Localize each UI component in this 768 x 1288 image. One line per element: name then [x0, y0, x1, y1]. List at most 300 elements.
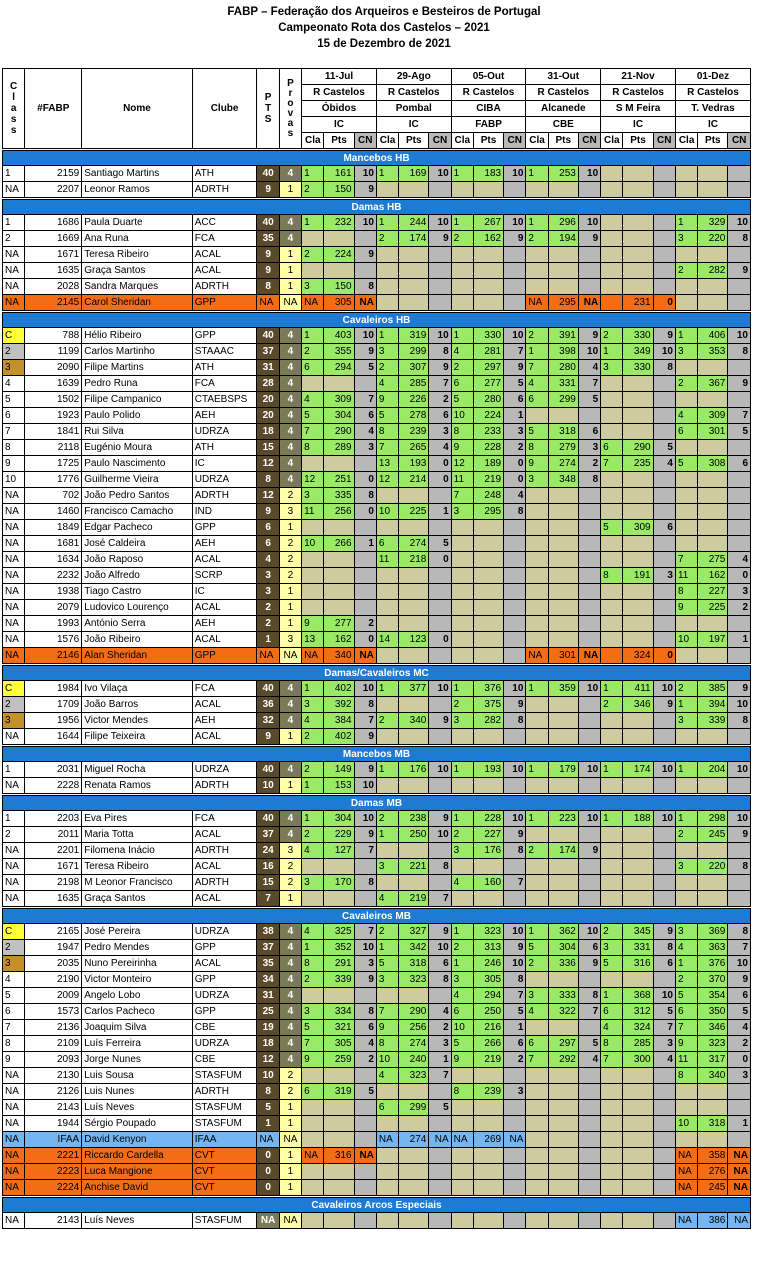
event-cn: 0	[429, 456, 451, 472]
event-cn: 7	[429, 376, 451, 392]
provas-cell: 1	[279, 247, 301, 263]
event-rank-empty	[526, 182, 548, 198]
rank-cell: 1	[3, 215, 25, 231]
event-cn: 10	[728, 811, 751, 827]
table-row	[3, 1084, 751, 1100]
provas-cell: 1	[279, 279, 301, 295]
club-cell: UDRZA	[192, 924, 257, 940]
event-score: 305	[324, 295, 354, 311]
name-cell: Luis Sousa	[82, 1068, 193, 1084]
event-rank: 2	[376, 924, 398, 940]
event-rank: 1	[451, 328, 473, 344]
event-score: 299	[548, 392, 578, 408]
rank-cell: NA	[3, 1084, 25, 1100]
event-rank-empty	[526, 1213, 548, 1229]
event-cn-empty	[354, 552, 376, 568]
event-cn-empty	[728, 392, 751, 408]
event-score: 354	[698, 988, 728, 1004]
table-row	[3, 295, 751, 311]
event-cn-empty	[578, 729, 600, 745]
event-cn: 1	[429, 1052, 451, 1068]
event-cn: 0	[354, 632, 376, 648]
event-score: 368	[623, 988, 653, 1004]
event-date: 05-Out	[451, 69, 526, 85]
points-cell: 36	[257, 697, 279, 713]
event-score: 277	[473, 376, 503, 392]
event-club: IC	[376, 117, 451, 133]
event-score: 377	[399, 681, 429, 697]
event-score: 334	[324, 1004, 354, 1020]
event-score-empty	[324, 1180, 354, 1196]
event-cn-empty	[578, 1132, 600, 1148]
club-cell: UDRZA	[192, 424, 257, 440]
club-cell: ACAL	[192, 600, 257, 616]
points-cell: 2	[257, 600, 279, 616]
table-row	[3, 1116, 751, 1132]
points-cell: 32	[257, 713, 279, 729]
pts-header: P T S	[257, 69, 279, 149]
event-rank: 2	[675, 972, 697, 988]
event-score-empty	[548, 488, 578, 504]
event-rank: 8	[601, 568, 623, 584]
event-rank: 5	[302, 408, 324, 424]
event-score: 312	[623, 1004, 653, 1020]
points-cell: 9	[257, 247, 279, 263]
event-cn: 9	[728, 972, 751, 988]
event-score: 227	[473, 827, 503, 843]
event-cn: 3	[504, 1084, 526, 1100]
event-score-empty	[473, 1116, 503, 1132]
event-score: 174	[623, 762, 653, 778]
event-score: 216	[473, 1020, 503, 1036]
event-rank: 2	[451, 697, 473, 713]
event-place: CIBA	[451, 101, 526, 117]
event-rank-empty	[451, 247, 473, 263]
event-rank-empty	[601, 729, 623, 745]
rank-cell: NA	[3, 182, 25, 198]
event-score-empty	[399, 247, 429, 263]
event-cn: 0	[504, 472, 526, 488]
event-rank: 1	[376, 328, 398, 344]
event-score-empty	[548, 1132, 578, 1148]
event-rank: 1	[451, 924, 473, 940]
event-score-empty	[324, 456, 354, 472]
event-rank: 7	[376, 1004, 398, 1020]
event-score: 352	[324, 940, 354, 956]
fabp-cell: 1671	[25, 859, 82, 875]
event-cn-empty	[354, 1213, 376, 1229]
name-cell: José Caldeira	[82, 536, 193, 552]
fabp-cell: 2130	[25, 1068, 82, 1084]
event-score-empty	[324, 231, 354, 247]
event-rank: 6	[526, 392, 548, 408]
event-score: 304	[548, 940, 578, 956]
event-rank: 1	[601, 988, 623, 1004]
event-rank: 2	[675, 376, 697, 392]
event-cn: 10	[429, 762, 451, 778]
points-cell: 25	[257, 1004, 279, 1020]
event-score: 375	[473, 697, 503, 713]
event-rank: 1	[601, 762, 623, 778]
event-score-empty	[623, 408, 653, 424]
event-score: 296	[548, 215, 578, 231]
event-score-empty	[473, 891, 503, 907]
table-row	[3, 762, 751, 778]
event-rank: 1	[675, 956, 697, 972]
event-score: 323	[399, 972, 429, 988]
event-rank-empty	[526, 536, 548, 552]
event-cn: 0	[504, 456, 526, 472]
event-cn-empty	[504, 552, 526, 568]
points-cell: NA	[257, 1213, 279, 1229]
event-rank: NA	[675, 1180, 697, 1196]
event-rank-empty	[302, 891, 324, 907]
event-cn: 6	[728, 456, 751, 472]
event-score-empty	[399, 182, 429, 198]
event-cn: 6	[578, 940, 600, 956]
event-cn: 5	[728, 424, 751, 440]
fabp-cell: 2159	[25, 166, 82, 182]
event-score-empty	[623, 1164, 653, 1180]
event-cn-empty	[653, 972, 675, 988]
rank-cell: 10	[3, 472, 25, 488]
event-rank-empty	[302, 568, 324, 584]
event-cn: 10	[504, 215, 526, 231]
provas-cell: 2	[279, 859, 301, 875]
rank-cell: 2	[3, 231, 25, 247]
provas-cell: 1	[279, 1164, 301, 1180]
event-cn: 7	[504, 988, 526, 1004]
event-score-empty	[548, 263, 578, 279]
club-cell: IFAA	[192, 1132, 257, 1148]
event-score: 349	[623, 344, 653, 360]
event-rank: 5	[675, 988, 697, 1004]
event-rank-empty	[302, 456, 324, 472]
event-rank: 1	[376, 762, 398, 778]
pts-subheader: Pts	[548, 133, 578, 149]
event-score-empty	[399, 1180, 429, 1196]
event-score-empty	[698, 1100, 728, 1116]
fabp-cell: 2165	[25, 924, 82, 940]
event-rank: 3	[302, 875, 324, 891]
event-cn: 10	[354, 681, 376, 697]
event-rank: 7	[675, 552, 697, 568]
event-score-empty	[324, 1213, 354, 1229]
event-cn-empty	[728, 488, 751, 504]
event-score: 221	[399, 859, 429, 875]
event-rank: 4	[675, 408, 697, 424]
event-score: 292	[548, 1052, 578, 1068]
event-cn-empty	[429, 1213, 451, 1229]
event-rank: NA	[675, 1164, 697, 1180]
event-cn: 10	[429, 827, 451, 843]
provas-cell: 4	[279, 440, 301, 456]
event-rank: 5	[376, 408, 398, 424]
event-score-empty	[399, 1116, 429, 1132]
name-cell: Miguel Rocha	[82, 762, 193, 778]
event-score: 309	[623, 520, 653, 536]
provas-cell: 1	[279, 1100, 301, 1116]
event-score-empty	[698, 1084, 728, 1100]
event-rank: 9	[451, 440, 473, 456]
event-rank-empty	[601, 713, 623, 729]
event-rank-empty	[376, 843, 398, 859]
club-cell: STASFUM	[192, 1213, 257, 1229]
event-cn-empty	[578, 859, 600, 875]
event-score-empty	[399, 295, 429, 311]
event-rank: 8	[376, 424, 398, 440]
event-cn: 5	[429, 1100, 451, 1116]
event-rank-empty	[526, 778, 548, 794]
event-score-empty	[399, 1084, 429, 1100]
table-row	[3, 279, 751, 295]
rank-cell: NA	[3, 1100, 25, 1116]
event-score: 197	[698, 632, 728, 648]
rank-cell: 7	[3, 1020, 25, 1036]
event-cn-empty	[653, 488, 675, 504]
event-rank-empty	[526, 1100, 548, 1116]
event-score: 276	[698, 1164, 728, 1180]
points-cell: 8	[257, 1084, 279, 1100]
event-cn: 9	[653, 328, 675, 344]
title-line-3: 15 de Dezembro de 2021	[317, 38, 451, 50]
event-score-empty	[623, 536, 653, 552]
event-score: 266	[324, 536, 354, 552]
event-rank: 6	[675, 1004, 697, 1020]
name-cell: Hélio Ribeiro	[82, 328, 193, 344]
event-rank: 1	[526, 344, 548, 360]
club-cell: SCRP	[192, 568, 257, 584]
event-score: 265	[399, 440, 429, 456]
event-cn: 0	[354, 472, 376, 488]
event-score: 123	[399, 632, 429, 648]
fabp-cell: IFAA	[25, 1132, 82, 1148]
event-cn-empty	[653, 1180, 675, 1196]
rank-cell: NA	[3, 504, 25, 520]
fabp-cell: 2221	[25, 1148, 82, 1164]
event-cn-empty	[578, 504, 600, 520]
table-row	[3, 392, 751, 408]
event-score-empty	[473, 616, 503, 632]
event-rank-empty	[376, 697, 398, 713]
event-score-empty	[548, 713, 578, 729]
event-rank-empty	[601, 1213, 623, 1229]
event-score: 321	[324, 1020, 354, 1036]
event-rank: NA	[376, 1132, 398, 1148]
fabp-cell: 1634	[25, 552, 82, 568]
event-rank: 9	[302, 616, 324, 632]
fabp-cell: 2190	[25, 972, 82, 988]
event-cn: 8	[504, 504, 526, 520]
event-rank-empty	[601, 552, 623, 568]
event-cn-empty	[429, 988, 451, 1004]
event-score: 229	[324, 827, 354, 843]
club-cell: ACAL	[192, 552, 257, 568]
event-score-empty	[548, 859, 578, 875]
event-cn-empty	[578, 891, 600, 907]
event-score-empty	[548, 1180, 578, 1196]
event-cn-empty	[653, 279, 675, 295]
event-cn: 10	[728, 697, 751, 713]
event-score-empty	[399, 729, 429, 745]
name-cell: Ludovico Lourenço	[82, 600, 193, 616]
event-cn-empty	[653, 729, 675, 745]
event-score: 150	[324, 182, 354, 198]
event-cn-empty	[653, 584, 675, 600]
event-rank-empty	[526, 584, 548, 600]
event-cn-empty	[429, 648, 451, 664]
event-score-empty	[473, 729, 503, 745]
event-cn-empty	[504, 295, 526, 311]
event-place: Óbidos	[302, 101, 377, 117]
event-cn-empty	[653, 182, 675, 198]
event-cn: 10	[504, 166, 526, 182]
table-row	[3, 956, 751, 972]
event-rank-empty	[601, 1068, 623, 1084]
name-cell: Pedro Mendes	[82, 940, 193, 956]
club-cell: GPP	[192, 648, 257, 664]
event-score: 398	[548, 344, 578, 360]
points-cell: 12	[257, 1052, 279, 1068]
event-score-empty	[548, 536, 578, 552]
event-rank-empty	[601, 1164, 623, 1180]
provas-cell: 1	[279, 616, 301, 632]
table-row	[3, 940, 751, 956]
event-score: 274	[548, 456, 578, 472]
event-rank: 3	[376, 972, 398, 988]
event-cn-empty	[429, 1116, 451, 1132]
fabp-cell: 1669	[25, 231, 82, 247]
event-rank: 3	[601, 360, 623, 376]
provas-cell: 4	[279, 1052, 301, 1068]
event-score: 245	[698, 827, 728, 843]
event-score-empty	[698, 166, 728, 182]
event-score: 330	[473, 328, 503, 344]
event-rank-empty	[675, 616, 697, 632]
event-cn-empty	[653, 472, 675, 488]
event-score-empty	[473, 536, 503, 552]
event-score: 290	[623, 440, 653, 456]
event-score: 392	[324, 697, 354, 713]
event-cn: 7	[504, 344, 526, 360]
table-row	[3, 1020, 751, 1036]
event-rank: 1	[302, 940, 324, 956]
cla-subheader: Cla	[675, 133, 697, 149]
points-cell: 16	[257, 859, 279, 875]
rank-cell: C	[3, 328, 25, 344]
event-rank: 4	[526, 1004, 548, 1020]
event-rank: 11	[451, 472, 473, 488]
event-rank-empty	[526, 632, 548, 648]
event-cn: 4	[429, 440, 451, 456]
event-cn: 6	[429, 956, 451, 972]
event-score: 239	[399, 424, 429, 440]
fabp-cell: 1686	[25, 215, 82, 231]
club-cell: CBE	[192, 1020, 257, 1036]
event-rank-empty	[451, 1100, 473, 1116]
event-score-empty	[399, 584, 429, 600]
provas-cell: 4	[279, 1004, 301, 1020]
event-rank-empty	[451, 536, 473, 552]
event-cn: 7	[728, 408, 751, 424]
event-score-empty	[473, 1180, 503, 1196]
event-cn-empty	[653, 376, 675, 392]
name-cell: Graça Santos	[82, 891, 193, 907]
event-cn: 10	[578, 762, 600, 778]
event-rank-empty	[302, 520, 324, 536]
club-cell: ACAL	[192, 891, 257, 907]
provas-cell: 1	[279, 778, 301, 794]
event-rank: NA	[675, 1213, 697, 1229]
event-club: FABP	[451, 117, 526, 133]
event-cn: 0	[653, 648, 675, 664]
table-row	[3, 328, 751, 344]
event-score: 316	[623, 956, 653, 972]
event-cn: 3	[354, 440, 376, 456]
event-score: 280	[473, 392, 503, 408]
event-score-empty	[473, 568, 503, 584]
event-score: 248	[473, 488, 503, 504]
event-cn: 7	[653, 1020, 675, 1036]
event-rank: 3	[675, 924, 697, 940]
provas-cell: 4	[279, 972, 301, 988]
event-cn: 2	[728, 1036, 751, 1052]
fabp-cell: 1635	[25, 891, 82, 907]
event-rank-empty	[302, 231, 324, 247]
event-rank-empty	[451, 295, 473, 311]
event-rank-empty	[302, 1068, 324, 1084]
event-cn-empty	[504, 536, 526, 552]
event-cn: 3	[429, 1036, 451, 1052]
event-rank: 2	[601, 924, 623, 940]
event-rank: 3	[675, 713, 697, 729]
event-org: R Castelos	[675, 85, 750, 101]
event-rank-empty	[451, 1068, 473, 1084]
event-cn: 10	[578, 924, 600, 940]
event-rank: 7	[302, 424, 324, 440]
provas-cell: 1	[279, 600, 301, 616]
event-cn: 10	[504, 762, 526, 778]
club-cell: FCA	[192, 376, 257, 392]
event-cn: 5	[354, 1084, 376, 1100]
event-rank-empty	[376, 875, 398, 891]
table-row	[3, 697, 751, 713]
fabp-cell: 2143	[25, 1100, 82, 1116]
event-cn: 6	[354, 1020, 376, 1036]
event-rank: 9	[526, 456, 548, 472]
event-score: 232	[324, 215, 354, 231]
event-rank: NA	[526, 295, 548, 311]
cla-subheader: Cla	[526, 133, 548, 149]
event-score: 355	[324, 344, 354, 360]
event-cn-empty	[728, 648, 751, 664]
event-cn-empty	[429, 616, 451, 632]
event-score: 282	[698, 263, 728, 279]
fabp-cell: 1671	[25, 247, 82, 263]
table-row	[3, 1036, 751, 1052]
provas-cell: 4	[279, 956, 301, 972]
ranking-table	[2, 68, 751, 1229]
event-rank: 14	[376, 632, 398, 648]
event-score-empty	[473, 520, 503, 536]
event-score-empty	[623, 1084, 653, 1100]
event-score: 235	[623, 456, 653, 472]
event-score-empty	[623, 843, 653, 859]
pts-subheader: Pts	[399, 133, 429, 149]
event-rank-empty	[675, 166, 697, 182]
event-rank: 7	[526, 1052, 548, 1068]
event-cn: 8	[354, 875, 376, 891]
